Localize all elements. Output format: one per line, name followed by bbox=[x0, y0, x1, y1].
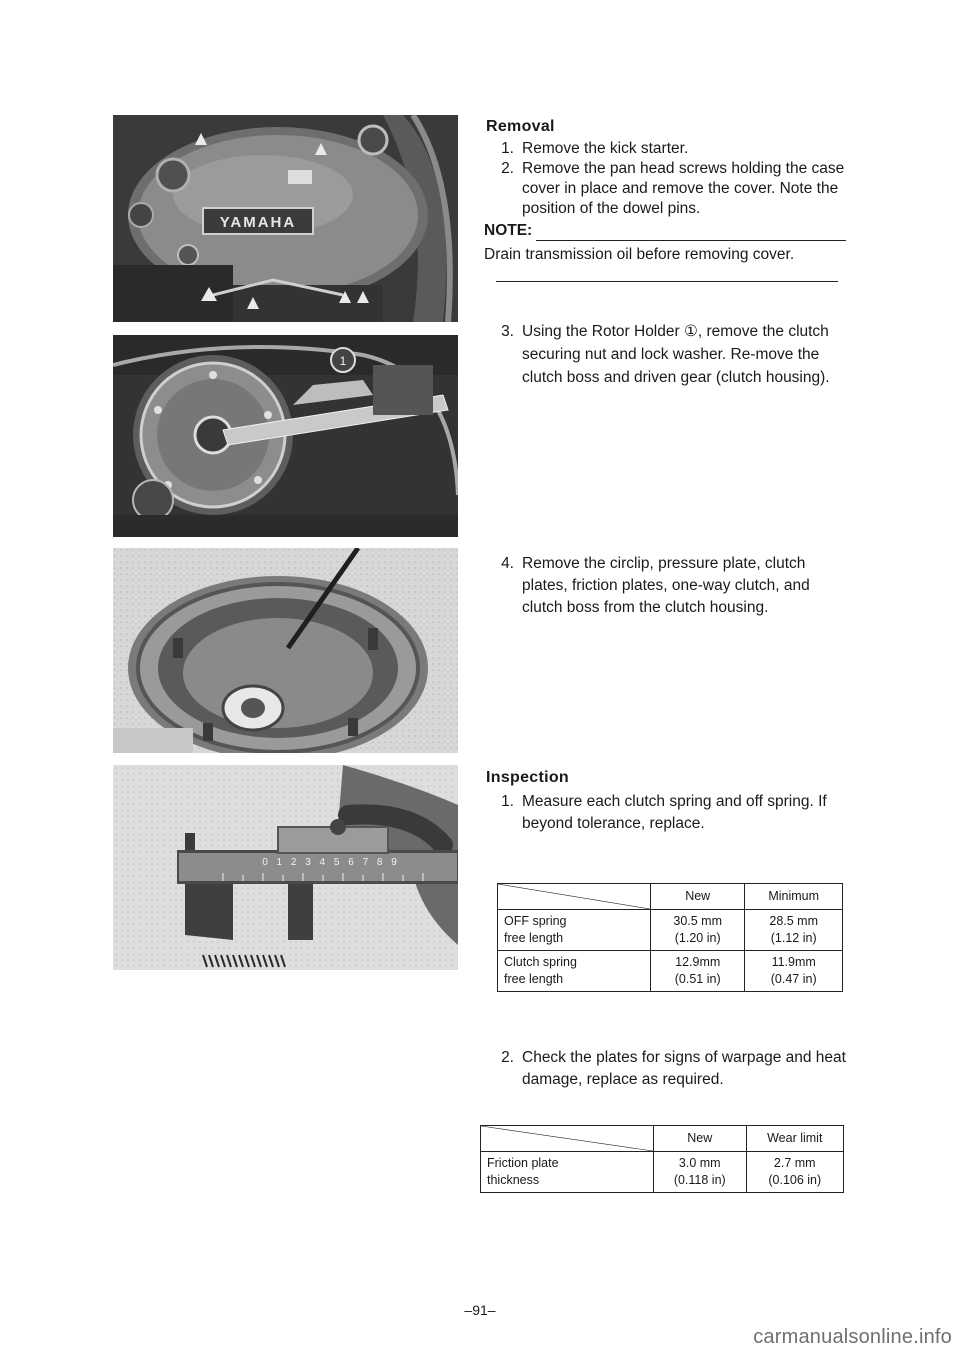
step-text: Measure each clutch spring and off spring. If beyond tolerance, replace. bbox=[522, 793, 827, 832]
row-label: Friction plate thickness bbox=[481, 1152, 654, 1193]
note-end-rule bbox=[496, 281, 838, 282]
watermark: carmanualsonline.info bbox=[753, 1326, 952, 1348]
table-row bbox=[498, 910, 843, 951]
column-header-minimum: Minimum bbox=[745, 884, 843, 910]
step-number: 3. bbox=[501, 323, 514, 340]
photo-clutch-housing-circlip bbox=[113, 548, 458, 753]
value-wear-limit: 2.7 mm (0.106 in) bbox=[746, 1152, 843, 1193]
column-header-new: New bbox=[654, 1126, 747, 1152]
value-new: 30.5 mm (1.20 in) bbox=[651, 910, 745, 951]
column-header-new: New bbox=[651, 884, 745, 910]
step-text: Remove the kick starter. bbox=[522, 140, 689, 157]
photo-caliper-spring-measure bbox=[113, 765, 458, 970]
table-row bbox=[498, 951, 843, 992]
removal-step-4 bbox=[484, 553, 846, 619]
value-minimum: 28.5 mm (1.12 in) bbox=[745, 910, 843, 951]
note-label bbox=[484, 221, 846, 241]
value-new: 3.0 mm (0.118 in) bbox=[654, 1152, 747, 1193]
page-number: –91– bbox=[464, 1302, 496, 1318]
note-text: Drain transmission oil before removing cover. bbox=[484, 246, 795, 263]
table-row bbox=[481, 1152, 844, 1193]
callout-number: 1 bbox=[339, 354, 347, 368]
column-header-wear-limit: Wear limit bbox=[746, 1126, 843, 1152]
step-text: Using the Rotor Holder ①, remove the clutch securing nut and lock washer. Re-move the clutch boss and driven gear (clutch housing). bbox=[522, 323, 830, 386]
table-corner-cell bbox=[498, 884, 651, 910]
removal-section bbox=[484, 117, 846, 282]
row-label: OFF spring free length bbox=[498, 910, 651, 951]
inspection-section bbox=[484, 767, 846, 835]
removal-step-3 bbox=[484, 320, 846, 389]
value-new: 12.9mm (0.51 in) bbox=[651, 951, 745, 992]
plate-spec-table bbox=[480, 1125, 844, 1193]
removal-step-1 bbox=[484, 139, 846, 159]
photo-crankcase-cover bbox=[113, 115, 458, 322]
emblem-text: YAMAHA bbox=[219, 214, 297, 231]
step-text: Check the plates for signs of warpage and heat damage, replace as required. bbox=[522, 1049, 846, 1088]
value-minimum: 11.9mm (0.47 in) bbox=[745, 951, 843, 992]
spring-spec-table bbox=[497, 883, 843, 992]
step-number: 1. bbox=[501, 140, 514, 157]
inspection-step-1 bbox=[484, 791, 846, 835]
caliper-scale: 0 1 2 3 4 5 6 7 8 9 bbox=[262, 857, 400, 868]
step-number: 1. bbox=[501, 793, 514, 810]
inspection-heading: Inspection bbox=[486, 769, 570, 786]
step-number: 4. bbox=[501, 555, 514, 572]
inspection-step-2 bbox=[484, 1047, 846, 1091]
step-number: 2. bbox=[501, 1049, 514, 1066]
note-rule bbox=[536, 228, 846, 241]
removal-step-2 bbox=[484, 159, 846, 219]
note-label-text: NOTE: bbox=[484, 222, 533, 239]
step-text: Remove the circlip, pressure plate, clutch plates, friction plates, one-way clutch, and clutch boss from the clutch housing. bbox=[522, 555, 810, 616]
step-text: Remove the pan head screws holding the case cover in place and remove the cover. Note the position of the dowel pins. bbox=[522, 160, 845, 217]
row-label: Clutch spring free length bbox=[498, 951, 651, 992]
step-number: 2. bbox=[501, 160, 514, 177]
table-corner-cell bbox=[481, 1126, 654, 1152]
photo-rotor-holder-clutch bbox=[113, 335, 458, 537]
removal-heading: Removal bbox=[486, 118, 555, 135]
